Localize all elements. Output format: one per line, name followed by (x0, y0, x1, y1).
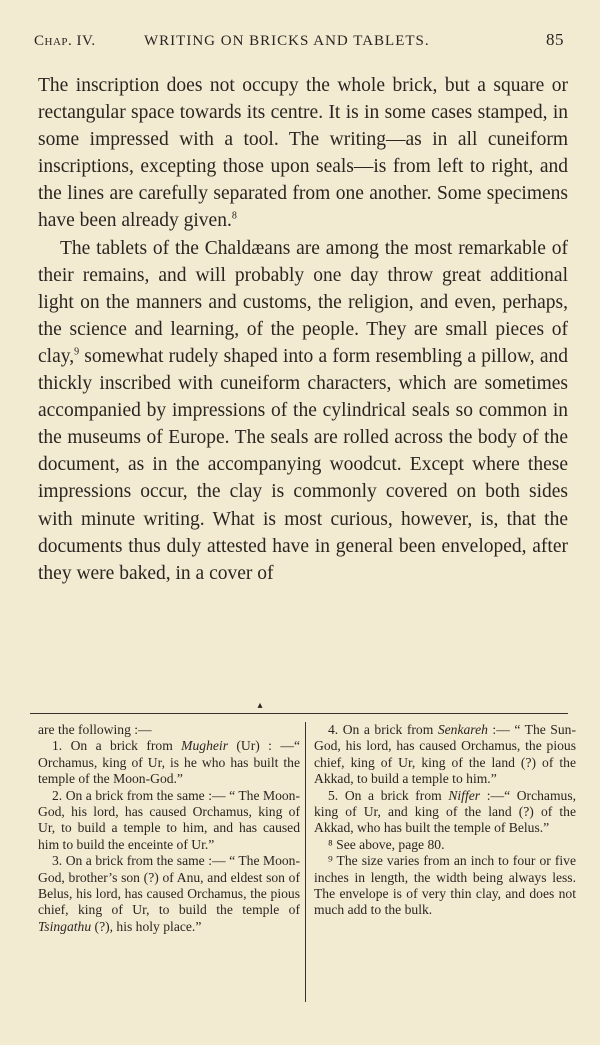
note-2: 2. On a brick from the same :— “ The Moon-God, his lord, has caused Orchamus, king of Ur, to build a temple to him, and has caused him to build the enceinte of Ur.” (38, 787, 300, 852)
note-5 (314, 788, 576, 837)
notes-right-column (314, 722, 576, 919)
divider-ornament: ▴ (257, 700, 263, 711)
note-1 (38, 738, 300, 787)
note-intro: are the following :— (38, 722, 152, 737)
note-5-text-a: 5. On a brick from (328, 787, 449, 803)
note-4-text-b: :— “ The Sun-God, his lord, has caused Orchamus, the pious chief, king of Ur, king of the land (?) of the Akkad, to build a temple to him.” (314, 722, 576, 787)
note-3 (38, 853, 300, 935)
notes-left-column (38, 722, 300, 935)
paragraph-1 (38, 72, 568, 235)
note-3-place: Tsingathu (38, 918, 92, 934)
note-4-place: Senkareh (437, 722, 488, 737)
note-3-text-b: (?), his holy place.” (91, 918, 202, 934)
footnotes (38, 722, 577, 1007)
footnote-8: ⁸ See above, page 80. (328, 836, 445, 852)
note-1-place: Mugheir (181, 738, 228, 754)
paragraph-1-text: The inscription does not occupy the whole brick, but a square or rectangular space towards its centre. It is in some cases stamped, in some impressed with a tool. The writing—as in all cuneiform inscriptions, excepting those upon seals—is from left to right, and the lines are carefully separated from one another. Some specimens have been already given. (38, 75, 568, 232)
chapter-label: Chap. IV. (34, 33, 96, 49)
note-3-text-a: 3. On a brick from the same :— “ The Moon-God, brother’s son (?) of Anu, and eldest son of Belus, his lord, has caused Orchamus, the pious chief, king of Ur, to build the temple of (38, 853, 300, 918)
footnote-ref-9: 9 (74, 346, 80, 358)
note-4-text-a: 4. On a brick from (328, 722, 438, 737)
footnote-ref-8: 8 (231, 210, 237, 222)
column-rule (305, 722, 306, 1002)
text-divider (30, 713, 568, 714)
running-title: WRITING ON BRICKS AND TABLETS. (144, 33, 430, 49)
running-header (34, 30, 570, 56)
note-4 (314, 722, 576, 788)
page-number: 85 (546, 30, 564, 49)
paragraph-2-text-a: The tablets of the Chaldæans are among the most remarkable of their remains, and will probably one day throw great additional light on the manners and customs, the religion, and even, perhaps, the science and learning, of the people. They are small pieces of clay, (38, 237, 568, 367)
footnote-9: ⁹ The size varies from an inch to four or five inches in length, the width being always less. The envelope is of very thin clay, and does not much add to the bulk. (314, 853, 576, 918)
paragraph-2 (38, 235, 568, 587)
main-text (38, 72, 568, 587)
paragraph-2-text-b: somewhat rudely shaped into a form resembling a pillow, and thickly inscribed with cuneiform characters, which are sometimes accompanied by impressions of the cylindrical seals so common in the museums of Europe. The seals are rolled across the body of the document, as in the accompanying woodcut. Except where these impressions occur, the clay is commonly covered on both sides with minute writing. What is most curious, however, is, that the documents thus duly attested have in general been enveloped, after they were baked, in a cover of (38, 345, 568, 584)
note-1-text-a: 1. On a brick from (52, 738, 182, 754)
note-1-text-b: (Ur) : —“ Orchamus, king of Ur, is he who has built the temple of the Moon-God.” (38, 738, 300, 787)
note-5-place: Niffer (448, 787, 481, 803)
note-5-text-b: :—“ Orchamus, king of Ur, and king of the land (?) of the Akkad, who has built the temple of Belus.” (314, 787, 577, 836)
